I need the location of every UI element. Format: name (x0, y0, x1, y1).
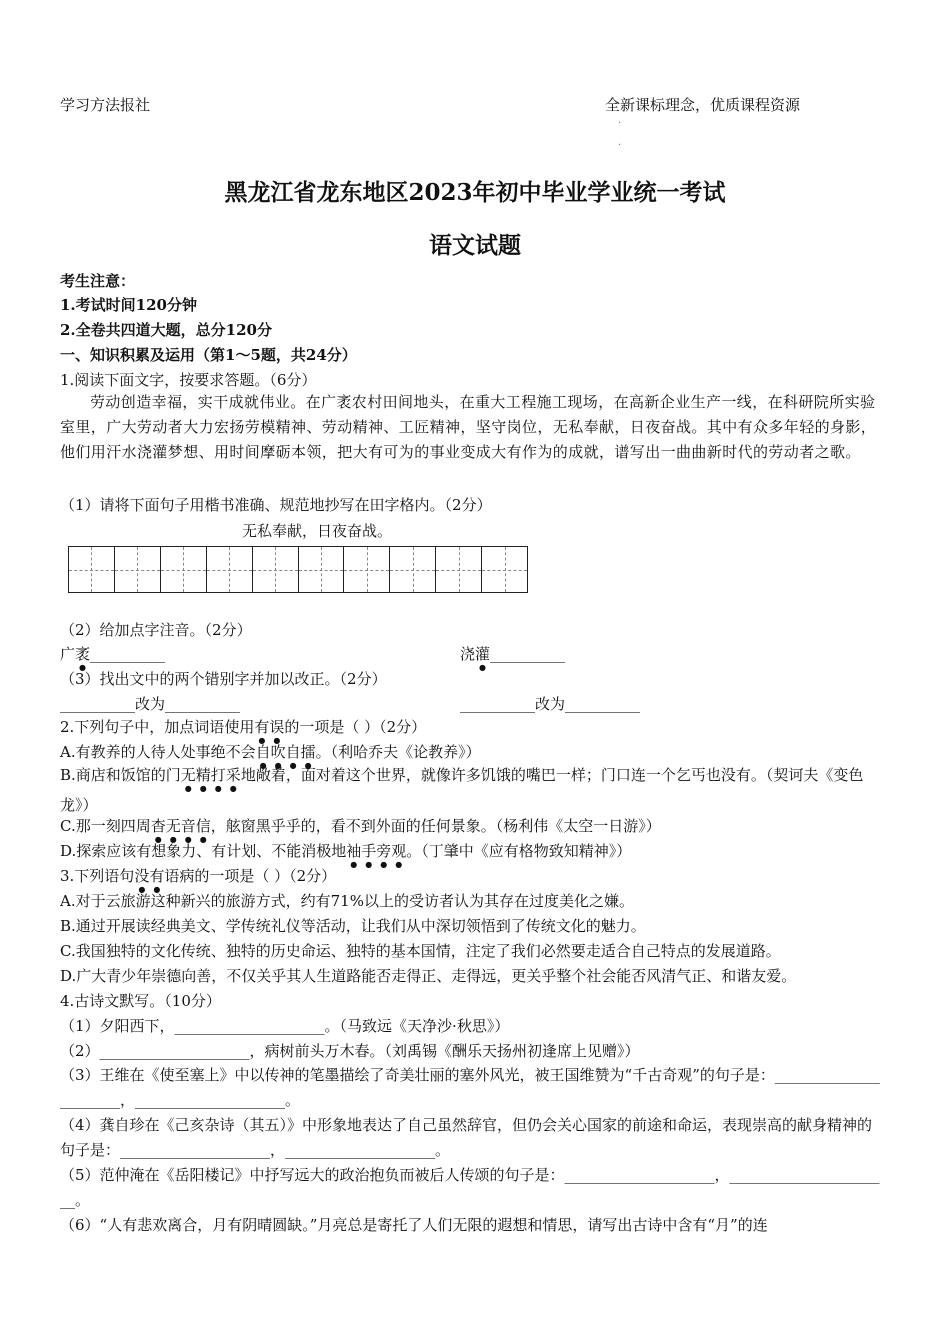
text: C.那一刻四周 (60, 817, 151, 835)
scan-dot: · (618, 118, 622, 129)
notice-heading: 考生注意： (60, 272, 136, 290)
exam-subtitle: 语文试题 (429, 232, 521, 259)
recitation-item: （3）王维在《使至塞上》中以传神的笔墨描绘了奇美壮丽的塞外风光，被王国维赞为“千古奇观”的句子是：______________________，____________________。 (60, 1066, 880, 1109)
grid-cell[interactable] (69, 547, 115, 592)
grid-cell[interactable] (390, 547, 436, 592)
text: 浇 (460, 645, 476, 663)
sub-question: （1）请将下面句子用楷书准确、规范地抄写在田字格内。（2分） (60, 496, 492, 514)
dotted-text: 没有 (134, 867, 165, 885)
reading-passage: 劳动创造幸福，实干成就伟业。在广袤农村田间地头，在重大工程施工现场，在高新企业生产一线，在科研院所实验室里，广大劳动者大力宏扬劳模精神、劳动精神、工匠精神，坚守岗位，无私奉献，日夜奋战。其中有众多年轻的身影，他们用汗水浇灌梦想、用时间摩砺本领，把大有可为的事业变成大有作为的成就，谱写出一曲曲新时代的劳动者之歌。 (60, 393, 877, 461)
sub-question: （3）找出文中的两个错别字并加以改正。（2分） (60, 670, 387, 688)
header-right: 全新课标理念，优质课程资源 (605, 96, 801, 114)
text: 。（利哈乔夫《论教养》） (315, 743, 481, 761)
recitation-item: （5）范仲淹在《岳阳楼记》中抒写远大的政治抱负而被后人传颂的句子是：____________________，______________________。 (60, 1166, 880, 1209)
answer-blank[interactable]: __________ (490, 645, 566, 663)
text: 2.下列句子中，加点词语使用 (60, 718, 255, 736)
option-b (60, 763, 886, 818)
grid-cell[interactable] (207, 547, 253, 592)
correction-blank[interactable]: __________改为__________ (60, 695, 241, 713)
pinyin-item (460, 643, 565, 672)
tianzige-grid[interactable] (68, 546, 528, 593)
answer-blank[interactable]: __________ (90, 645, 166, 663)
copy-sentence: 无私奉献，日夜奋战。 (242, 522, 393, 540)
grid-cell[interactable] (482, 547, 527, 592)
grid-cell[interactable] (253, 547, 299, 592)
dotted-text: 自吹自擂 (255, 743, 316, 761)
notice-item: 2.全卷共四道大题，总分120分 (60, 321, 272, 339)
grid-cell[interactable] (436, 547, 482, 592)
option-a: A.对于云旅游这种新兴的旅游方式，约有71%以上的受访者认为其存在过度美化之嫌。 (60, 892, 634, 910)
notice-item: 1.考试时间120分钟 (60, 296, 197, 314)
text: 3.下列语句 (60, 867, 135, 885)
question-stem: 1.阅读下面文字，按要求答题。（6分） (60, 371, 317, 389)
dotted-char: 灌 (475, 645, 491, 663)
dotted-char: 袤 (75, 645, 91, 663)
text: 的一项是（ ）（2分） (284, 718, 427, 736)
recitation-item: （4）龚自珍在《己亥杂诗（其五）》中形象地表达了自己虽然辞官，但仍会关心国家的前途和命运，表现崇高的献身精神的句子是：____________________，____________________。 (60, 1116, 873, 1159)
dotted-text: 杳无音信 (150, 817, 211, 835)
recitation-item: （6）“人有悲欢离合，月有阴晴圆缺。”月亮总是寄托了人们无限的遐想和情思，请写出古诗中含有“月”的连 (60, 1216, 768, 1234)
text: 广 (60, 645, 76, 663)
text: A.有教养的人待人处事绝不会 (60, 743, 256, 761)
scan-dot: · (618, 140, 622, 151)
correction-blank[interactable]: __________改为__________ (460, 695, 641, 713)
grid-cell[interactable] (344, 547, 390, 592)
question-stem: 4.古诗文默写。（10分） (60, 992, 221, 1010)
dotted-text: 无精打采 (180, 766, 241, 784)
exam-title: 黑龙江省龙东地区2023年初中毕业学业统一考试 (224, 179, 726, 206)
dotted-text: 袖手旁观 (346, 842, 407, 860)
text: 语病的一项是（ ）（2分） (164, 867, 337, 885)
text: D.探索应该有想象力、有计划、不能消极地 (60, 842, 347, 860)
header-left: 学习方法报社 (60, 96, 151, 114)
option-d: D.广大青少年崇德向善，不仅关乎其人生道路能否走得正、走得远，更关乎整个社会能否风清气正、和谐友爱。 (60, 967, 797, 985)
recitation-item: （1）夕阳西下，____________________。（马致远《天净沙·秋思》） (60, 1017, 510, 1035)
text: B.商店和饭馆的门 (60, 766, 181, 784)
grid-cell[interactable] (115, 547, 161, 592)
recitation-item: （2）____________________，病树前头万木春。（刘禹锡《酬乐天扬州初逢席上见赠》） (60, 1042, 640, 1060)
option-b: B.通过开展读经典美文、学传统礼仪等活动，让我们从中深切领悟到了传统文化的魅力。 (60, 917, 646, 935)
section-heading: 一、知识积累及运用（第1～5题，共24分） (60, 346, 357, 364)
text: 。（丁肇中《应有格物致知精神》） (406, 842, 632, 860)
grid-cell[interactable] (161, 547, 207, 592)
text: 地敞着，面对着这个世界，就像许多饥饿的嘴巴一样；门口连一个乞丐也没有。（契诃夫《变色龙》） (60, 766, 864, 814)
sub-question: （2）给加点字注音。（2分） (60, 621, 252, 639)
option-c: C.我国独特的文化传统、独特的历史命运、独特的基本国情，注定了我们必然要走适合自己特点的发展道路。 (60, 942, 781, 960)
dotted-text: 有误 (254, 718, 285, 736)
text: ，舷窗黑乎乎的，看不到外面的任何景象。（杨利伟《太空一日游》） (210, 817, 661, 835)
grid-cell[interactable] (299, 547, 345, 592)
